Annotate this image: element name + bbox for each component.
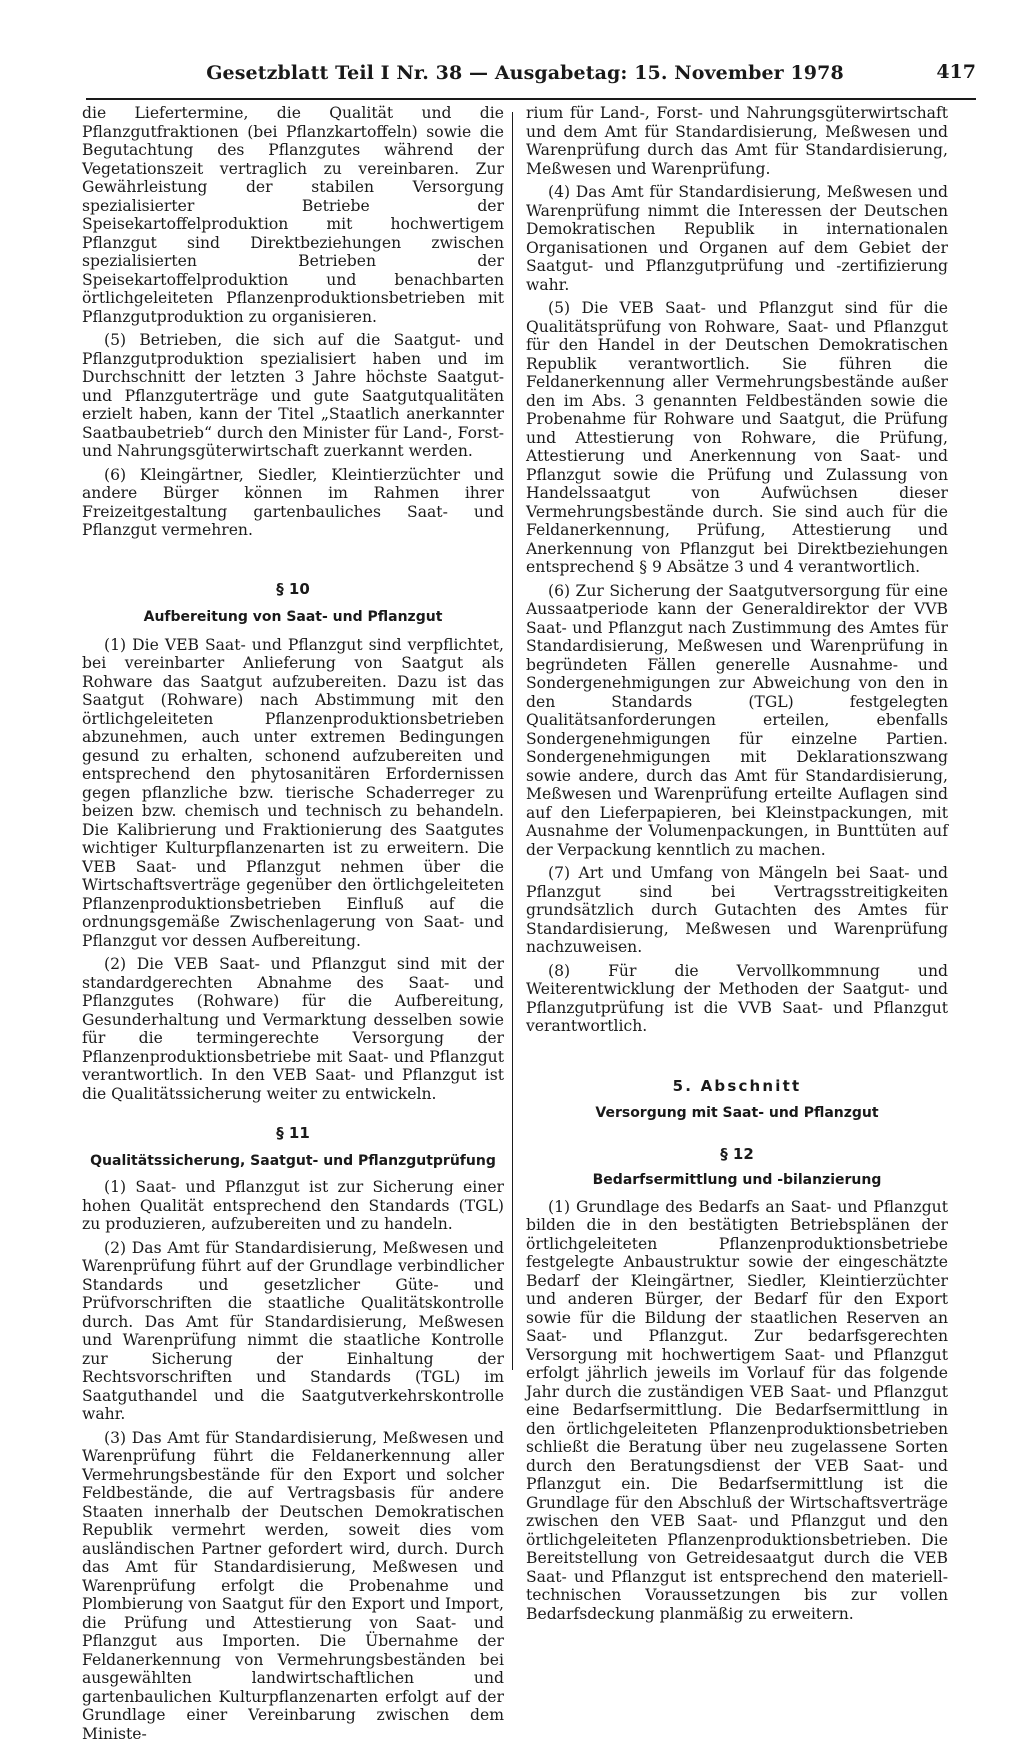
page-number: 417 [936,61,976,83]
paragraph-4: (4) Das Amt für Standardisierung, Meßwesen und Warenprüfung nimmt die Interessen der Deutschen Demokratischen Republik in internationalen Organisationen und Organen auf dem Gebiet der Saatgut- und Pflanzgutprüfung und -zertifizierung wahr. [526,183,948,294]
paragraph-5: (5) Die VEB Saat- und Pflanzgut sind für die Qualitätsprüfung von Rohware, Saat- und Pflanzgut für den Handel in der Deutschen Demokratischen Republik verantwortlich. Sie führen die Feldanerkennung aller Vermehrungsbestände außer den im Abs. 3 genannten Feldbeständen sowie die Probenahme für Rohware und Saatgut, die Prüfung und Attestierung von Rohware, die Prüfung, Attestierung und Anerkennung von Saat- und Pflanzgut sowie die Prüfung und Zulassung von Handelssaatgut von Aufwüchsen dieser Vermehrungsbestände durch. Sie sind auch für die Feldanerkennung, Prüfung, Attestierung und Anerkennung von Pflanzgut bei Direktbeziehungen entsprechend § 9 Absätze 3 und 4 verantwortlich. [526,299,948,576]
section-10-paragraph-2: (2) Die VEB Saat- und Pflanzgut sind mit der standardgerechten Abnahme des Saat- und Pflanzgutes (Rohware) für die Aufbereitung, Gesunderhaltung und Vermarktung desselben sowie für die termingerechte Versorgung der Pflanzenproduktionsbetriebe mit Saat- und Pflanzgut verantwortlich. In den VEB Saat- und Pflanzgut ist die Qualitätssicherung weiter zu entwickeln. [82,955,504,1103]
section-11-paragraph-3: (3) Das Amt für Standardisierung, Meßwesen und Warenprüfung führt die Feldanerkennung aller Vermehrungsbestände für den Export und solcher Feldbestände, die auf Vertragsbasis für andere Staaten innerhalb der Deutschen Demokratischen Republik vermehrt werden, soweit dies vom ausländischen Partner gefordert wird, durch. Durch das Amt für Standardisierung, Meßwesen und Warenprüfung erfolgt die Probenahme und Plombierung von Saatgut für den Export und Import, die Prüfung und Attestierung von Saat- und Pflanzgut aus Importen. Die Übernahme der Feldanerkennung von Vermehrungsbeständen bei ausgewählten landwirtschaftlichen und gartenbaulichen Kulturpflanzenarten erfolgt auf der Grundlage einer Vereinbarung zwischen dem Ministe- [82,1428,504,1743]
page-header [86,58,976,100]
section-11-paragraph-2: (2) Das Amt für Standardisierung, Meßwesen und Warenprüfung führt auf der Grundlage verbindlicher Standards und gesetzlicher Güte- und Prüfvorschriften die staatliche Qualitätskontrolle durch. Das Amt für Standardisierung, Meßwesen und Warenprüfung nimmt die staatliche Kontrolle zur Sicherung der Einhaltung der Rechtsvorschriften und Standards (TGL) im Saatguthandel und die Saatgutverkehrskontrolle wahr. [82,1238,504,1423]
section-11-number: § 11 [276,1124,310,1142]
header-title: Gesetzblatt Teil I Nr. 38 — Ausgabetag: 15. November 1978 [206,62,844,84]
paragraph-7: (7) Art und Umfang von Mängeln bei Saat- und Pflanzgut sind bei Vertragsstreitigkeiten grundsätzlich durch Gutachten des Amtes für Standardisierung, Meßwesen und Warenprüfung nachzuweisen. [526,864,948,956]
left-column [82,104,504,1748]
section-10-number: § 10 [276,579,310,598]
section-12-paragraph-1: (1) Grundlage des Bedarfs an Saat- und Pflanzgut bilden die in den bestätigten Betriebsplänen der örtlichgeleiteten Pflanzenproduktionsbetriebe festgelegte Anbaustruktur sowie der eingeschätzte Bedarf der Kleingärtner, Siedler, Kleintierzüchter und anderen Bürger, der Bedarf für den Export sowie für die Bildung der staatlichen Reserven an Saat- und Pflanzgut. Zur bedarfsgerechten Versorgung mit hochwertigem Saat- und Pflanzgut erfolgt jährlich jeweils im Vorlauf für das folgende Jahr durch die zuständigen VEB Saat- und Pflanzgut eine Bedarfsermittlung. Die Bedarfsermittlung in den örtlichgeleiteten Pflanzenproduktionsbetrieben schließt die Beratung über neu zugelassene Sorten durch den Beratungsdienst der VEB Saat- und Pflanzgut ein. Die Bedarfsermittlung ist die Grundlage für den Abschluß der Wirtschaftsverträge zwischen den VEB Saat- und Pflanzgut und den örtlichgeleiteten Pflanzenproduktionsbetrieben. Die Bereitstellung von Getreidesaatgut durch die VEB Saat- und Pflanzgut ist entsprechend den materiell-technischen Voraussetzungen bis zur vollen Bedarfsdeckung planmäßig zu erweitern. [526,1197,948,1623]
paragraph-continuation: die Liefertermine, die Qualität und die Pflanzgutfraktionen (bei Pflanzkartoffeln) sowie die Begutachtung des Pflanzgutes während der Vegetationszeit vertraglich zu vereinbaren. Zur Gewährleistung der stabilen Versorgung spezialisierter Betriebe der Speisekartoffelproduktion mit hochwertigem Pflanzgut sind Direktbeziehungen zwischen spezialisierten Betrieben der Speisekartoffelproduktion und benachbarten örtlichgeleiteten Pflanzenproduktionsbetrieben mit Pflanzgutproduktion zu organisieren. [82,104,504,326]
section-11-heading: Qualitätssicherung, Saatgut- und Pflanzgutprüfung [90,1152,496,1169]
chapter-heading: Versorgung mit Saat- und Pflanzgut [595,1105,879,1121]
right-column [526,104,948,1628]
section-12-number: § 12 [720,1144,754,1163]
paragraph-6: (6) Zur Sicherung der Saatgutversorgung für eine Aussaatperiode kann der Generaldirektor der VVB Saat- und Pflanzgut nach Zustimmung des Amtes für Standardisierung, Meßwesen und Warenprüfung in begründeten Fällen generelle Ausnahme- und Sondergenehmigungen zur Abweichung von den in den Standards (TGL) festgelegten Qualitätsanforderungen erteilen, ebenfalls Sondergenehmigungen für einzelne Partien. Sondergenehmigungen mit Deklarationszwang sowie andere, durch das Amt für Standardisierung, Meßwesen und Warenprüfung erteilte Auflagen sind auf den Lieferpapieren, bei Kleinstpackungen, mit Ausnahme der Volumenpackungen, in Bunttüten auf der Verpackung kenntlich zu machen. [526,581,948,859]
section-11-paragraph-1: (1) Saat- und Pflanzgut ist zur Sicherung einer hohen Qualität entsprechend den Standards (TGL) zu produzieren, aufzubereiten und zu handeln. [82,1178,504,1233]
paragraph-continuation: rium für Land-, Forst- und Nahrungsgüterwirtschaft und dem Amt für Standardisierung, Meßwesen und Warenprüfung durch das Amt für Standardisierung, Meßwesen und Warenprüfung. [526,104,948,178]
column-divider [512,112,513,1370]
paragraph-6: (6) Kleingärtner, Siedler, Kleintierzüchter und andere Bürger können im Rahmen ihrer Freizeitgestaltung gartenbauliches Saat- und Pflanzgut vermehren. [82,465,504,539]
paragraph-8: (8) Für die Vervollkommnung und Weiterentwicklung der Methoden der Saatgut- und Pflanzgutprüfung ist die VVB Saat- und Pflanzgut verantwortlich. [526,961,948,1035]
chapter-label: 5. Abschnitt [672,1076,802,1095]
section-10-paragraph-1: (1) Die VEB Saat- und Pflanzgut sind verpflichtet, bei vereinbarter Anlieferung von Saatgut als Rohware das Saatgut aufzubereiten. Dazu ist das Saatgut (Rohware) nach Abstimmung mit den örtlichgeleiteten Pflanzenproduktionsbetrieben abzunehmen, auch unter extremen Bedingungen gesund zu erhalten, schonend aufzubereiten und entsprechend den phytosanitären Erfordernissen gegen pflanzliche bzw. tierische Schaderreger zu beizen bzw. chemisch und technisch zu behandeln. Die Kalibrierung und Fraktionierung des Saatgutes wichtiger Kulturpflanzenarten ist zu erweitern. Die VEB Saat- und Pflanzgut nehmen über die Wirtschaftsverträge gegenüber den örtlichgeleiteten Pflanzenproduktionsbetrieben Einfluß auf die ordnungsgemäße Zwischenlagerung von Saat- und Pflanzgut vor dessen Aufbereitung. [82,635,504,950]
section-10-heading: Aufbereitung von Saat- und Pflanzgut [143,609,443,625]
section-12-heading: Bedarfsermittlung und -bilanzierung [592,1172,882,1188]
paragraph-5: (5) Betrieben, die sich auf die Saatgut- und Pflanzgutproduktion spezialisiert haben und im Durchschnitt der letzten 3 Jahre höchste Saatgut- und Pflanzguterträge und gute Saatgutqualitäten erzielt haben, kann der Titel „Staatlich anerkannter Saatbaubetrieb“ durch den Minister für Land-, Forst- und Nahrungsgüterwirtschaft zuerkannt werden. [82,331,504,460]
